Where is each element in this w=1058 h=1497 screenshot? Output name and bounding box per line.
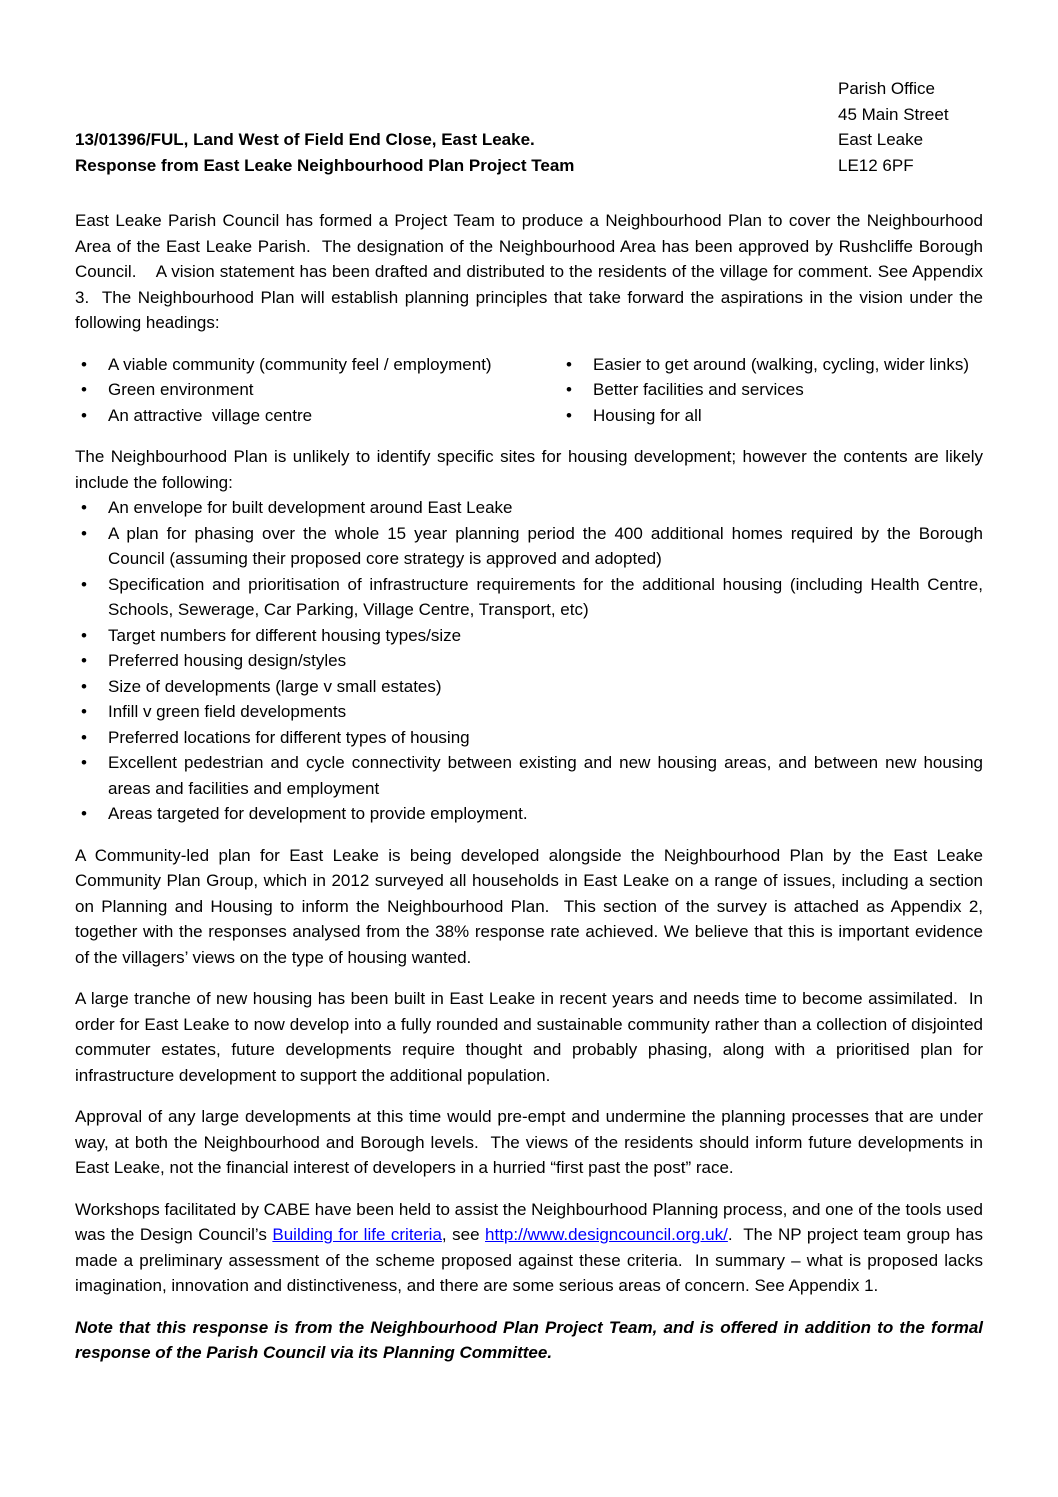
address-line-town: East Leake — [838, 130, 924, 149]
design-council-link[interactable]: http://www.designcouncil.org.uk/ — [485, 1225, 728, 1244]
return-address — [838, 76, 983, 178]
vision-bullet-item: • Better facilities and services — [560, 377, 983, 403]
vision-bullet-item: • Easier to get around (walking, cycling, wider links) — [560, 352, 983, 378]
contents-item: • A plan for phasing over the whole 15 year planning period the 400 additional homes required by the Borough Council (assuming their proposed core strategy is approved and adopted) — [75, 521, 983, 572]
community-plan-paragraph: A Community-led plan for East Leake is being developed alongside the Neighbourhood Plan by the East Leake Community Plan Group, which in 2012 surveyed all households in East Leake on a range of issues, including a section on Planning and Housing to inform the Neighbourhood Plan. This section of the survey is attached as Appendix 2, together with the responses analysed from the 38% response rate achieved. We believe that this is important evidence of the villagers’ views on the type of housing wanted. — [75, 845, 988, 967]
intro-paragraph: East Leake Parish Council has formed a Project Team to produce a Neighbourhood Plan to cover the Neighbourhood Area of the East Leake Parish. The designation of the Neighbourhood Area has been approved by Rushcliffe Borough Council. A vision statement has been drafted and distributed to the residents of the village for comment. See Appendix 3. The Neighbourhood Plan will establish planning principles that take forward the aspirations in the vision under the following headings: — [75, 211, 988, 332]
building-for-life-link[interactable]: Building for life criteria — [272, 1225, 442, 1244]
vision-bullets — [75, 352, 983, 429]
housing-tranche-paragraph: A large tranche of new housing has been built in East Leake in recent years and needs time to become assimilated. In order for East Leake to now develop into a fully rounded and sustainable community rather than a collection of disjointed commuter estates, future developments require thought and probably phasing, along with a prioritised plan for infrastructure development to support the additional population. — [75, 989, 988, 1085]
subject-line-2: Response from East Leake Neighbourhood Plan Project Team — [75, 155, 575, 175]
address-line-street: 45 Main Street — [838, 104, 949, 124]
subject-line-1: 13/01396/FUL, Land West of Field End Close, East Leake. — [75, 130, 535, 149]
contents-list — [75, 495, 988, 827]
workshops-text-2: , see — [441, 1225, 486, 1244]
vision-bullets-left-column — [75, 352, 560, 429]
contents-item: • Size of developments (large v small estates) — [75, 674, 983, 700]
letter-header — [75, 76, 983, 178]
address-line-office: Parish Office — [838, 79, 936, 98]
vision-bullet-item: • Housing for all — [560, 403, 983, 429]
note-paragraph: Note that this response is from the Neighbourhood Plan Project Team, and is offered in addition to the formal response of the Parish Council via its Planning Committee. — [75, 1317, 988, 1362]
vision-bullet-item: • Green environment — [75, 377, 560, 403]
contents-item: • An envelope for built development around East Leake — [75, 495, 983, 521]
contents-item: • Target numbers for different housing types/size — [75, 623, 983, 649]
contents-item: • Areas targeted for development to provide employment. — [75, 801, 983, 827]
address-line-postcode: LE12 6PF — [838, 155, 914, 175]
contents-item: • Infill v green field developments — [75, 699, 983, 725]
vision-bullet-list-right — [560, 352, 983, 429]
workshops-text-1: Workshops facilitated by CABE have been held to assist the Neighbourhood Planning process, and one of the tools used was the Design Council’s — [75, 1199, 988, 1244]
contents-item: • Specification and prioritisation of infrastructure requirements for the additional housing (including Health Centre, Schools, Sewerage, Car Parking, Village Centre, Transport, etc) — [75, 572, 983, 623]
subject-block — [75, 127, 574, 178]
vision-bullet-item: • An attractive village centre — [75, 403, 560, 429]
workshops-text-3: . The NP project team group has made a preliminary assessment of the scheme proposed against these criteria. In summary – what is proposed lacks imagination, innovation and distinctiveness, and there are some serious areas of concern. See Appendix 1. — [75, 1225, 988, 1295]
contents-item: • Excellent pedestrian and cycle connectivity between existing and new housing areas, and between new housing areas and facilities and employment — [75, 750, 983, 801]
approval-paragraph: Approval of any large developments at this time would pre-empt and undermine the planning processes that are under way, at both the Neighbourhood and Borough levels. The views of the residents should inform future developments in East Leake, not the financial interest of developers in a hurried “first past the post” race. — [75, 1107, 988, 1177]
contents-intro: The Neighbourhood Plan is unlikely to identify specific sites for housing development; however the contents are likely include the following: — [75, 447, 988, 492]
vision-bullet-item: • A viable community (community feel / employment) — [75, 352, 560, 378]
vision-bullet-list-left — [75, 352, 560, 429]
workshops-paragraph — [75, 1197, 988, 1299]
contents-item: • Preferred housing design/styles — [75, 648, 983, 674]
vision-bullets-right-column — [560, 352, 983, 429]
contents-item: • Preferred locations for different types of housing — [75, 725, 983, 751]
